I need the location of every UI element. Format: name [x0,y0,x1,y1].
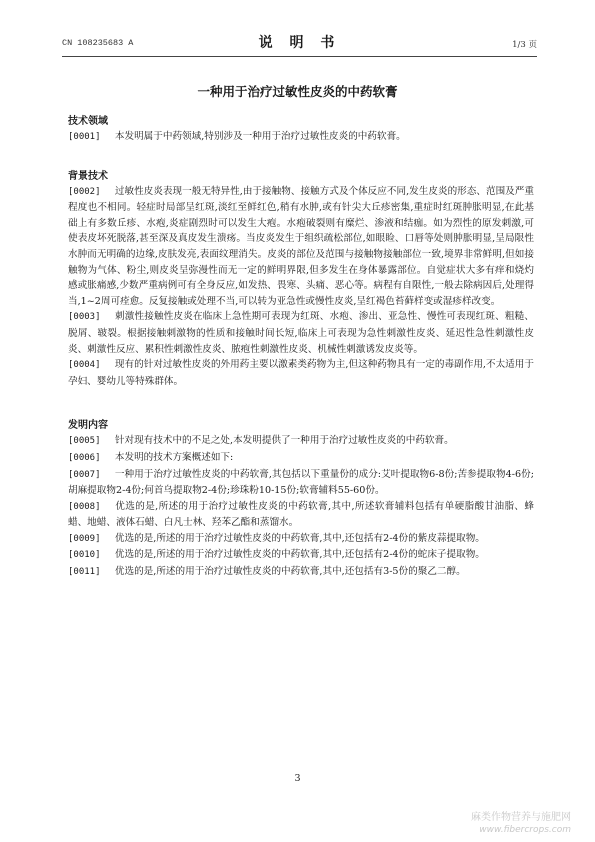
paragraph [68,433,534,450]
watermark-name: 麻类作物营养与施肥网 [471,812,571,823]
document-title: 一种用于治疗过敏性皮炎的中药软膏 [197,84,398,99]
paragraph-indent [101,501,115,512]
paragraph-number: [0008] [68,501,101,512]
page-number: 3 [294,773,301,784]
paragraph [68,547,534,564]
paragraph-number: [0002] [68,186,101,197]
page-indicator: 1/3 页 [512,40,537,50]
paragraph-text: 本发明的技术方案概述如下: [114,451,234,463]
paragraph-text: 现有的针对过敏性皮炎的外用药主要以激素类药物为主,但这种药物具有一定的毒副作用,不太适用于孕妇、婴幼儿等特殊群体。 [68,359,534,387]
paragraph-number: [0010] [68,550,101,561]
paragraph-indent [101,533,115,544]
document-type: 说 明 书 [258,35,341,51]
paragraph-number: [0007] [68,469,101,480]
paragraph-text: 过敏性皮炎表现一般无特异性,由于接触物、接触方式及个体反应不同,发生皮炎的形态、范围及严重程度也不相同。轻症时局部呈红斑,淡红至鲜红色,稍有水肿,或有针尖大丘疹密集,重症时红斑肿胀明显,在此基础上有多数丘疹、水疱,炎症剧烈时可以发生大疱。水疱破裂则有糜烂、渗液和结痂。如为烈性的原发刺激,可使表皮坏死脱落,甚至深及真皮发生溃疡。当皮炎发生于组织疏松部位,如眼睑、口唇等处则肿胀明显,呈局限性水肿而无明确的边缘,皮肤发亮,表面纹理消失。皮炎的部位及范围与接触物接触部位一致,境界非常鲜明,但如接触物为气体、粉尘,则皮炎呈弥漫性而无一定的鲜明界限,但多发生在身体暴露部位。自觉症状大多有痒和烧灼感或胀痛感,少数严重病例可有全身反应,如发热、畏寒、头痛、恶心等。病程有自限性,一般去除病因后,处理得当,1~2周可痊愈。反复接触或处理不当,可以转为亚急性或慢性皮炎,呈红褐色苔藓样变或湿疹样改变。 [68,185,534,307]
paragraph-text: 优选的是,所述的用于治疗过敏性皮炎的中药软膏,其中,还包括有3-5份的聚乙二醇。 [114,566,466,578]
paragraph-number: [0009] [68,533,101,544]
section-heading: 发明内容 [68,420,108,432]
paragraph-indent [101,549,115,560]
paragraph [68,129,534,146]
section-heading: 技术领域 [68,116,108,127]
paragraph [68,531,534,548]
paragraph-number: [0001] [68,132,101,142]
paragraph [68,467,534,499]
paragraph-text: 优选的是,所述的用于治疗过敏性皮炎的中药软膏,其中,还包括有2-4份的蛇床子提取物。 [114,549,485,561]
paragraph [68,564,534,581]
paragraph [68,357,534,389]
section-heading: 背景技术 [68,170,108,182]
paragraph [68,309,534,357]
paragraph-text: 优选的是,所述的用于治疗过敏性皮炎的中药软膏,其中,所述软膏辅料包括有单硬脂酸甘油脂、蜂蜡、地蜡、液体石蜡、白凡士林、羟苯乙酯和蒸馏水。 [68,500,534,529]
paragraph-indent [101,452,115,463]
patent-number: CN 108235683 A [62,38,134,48]
paragraph-indent [101,469,115,480]
paragraph-indent [101,566,115,577]
document-body [68,112,534,581]
paragraph [68,184,534,310]
paragraph [68,499,534,531]
paragraph-number: [0011] [68,567,101,578]
page-header [62,30,537,52]
watermark-url: www.fibercrops.com [479,825,571,835]
paragraph-number: [0006] [68,452,101,463]
paragraph-number: [0004] [68,360,101,371]
paragraph-indent [101,359,115,370]
paragraph-indent [101,186,115,197]
paragraph-indent [101,311,115,322]
header-rule [62,56,537,57]
paragraph-number: [0005] [68,436,101,447]
paragraph-indent [101,435,115,446]
paragraph-text: 一种用于治疗过敏性皮炎的中药软膏,其包括以下重量份的成分:艾叶提取物6-8份;苦参提取物4-6份;胡麻提取物2-4份;何首乌提取物2-4份;珍珠粉10-15份;软膏辅料55-60份。 [68,468,534,497]
watermark [471,812,571,836]
paragraph-text: 优选的是,所述的用于治疗过敏性皮炎的中药软膏,其中,还包括有2-4份的紫皮蒜提取物。 [114,532,485,544]
paragraph [68,450,534,467]
paragraph-text: 刺激性接触性皮炎在临床上急性期可表现为红斑、水疱、渗出、亚急性、慢性可表现红斑、粗糙、脱屑、皲裂。根据接触刺激物的性质和接触时间长短,临床上可表现为急性刺激性皮炎、延迟性急性刺激性皮炎、刺激性反应、累积性刺激性皮炎、脓疱性刺激性皮炎、机械性刺激诱发皮炎等。 [68,311,534,355]
paragraph-text: 本发明属于中药领域,特别涉及一种用于治疗过敏性皮炎的中药软膏。 [114,131,406,142]
paragraph-indent [101,131,115,142]
paragraph-text: 针对现有技术中的不足之处,本发明提供了一种用于治疗过敏性皮炎的中药软膏。 [114,435,454,447]
paragraph-number: [0003] [68,312,101,323]
